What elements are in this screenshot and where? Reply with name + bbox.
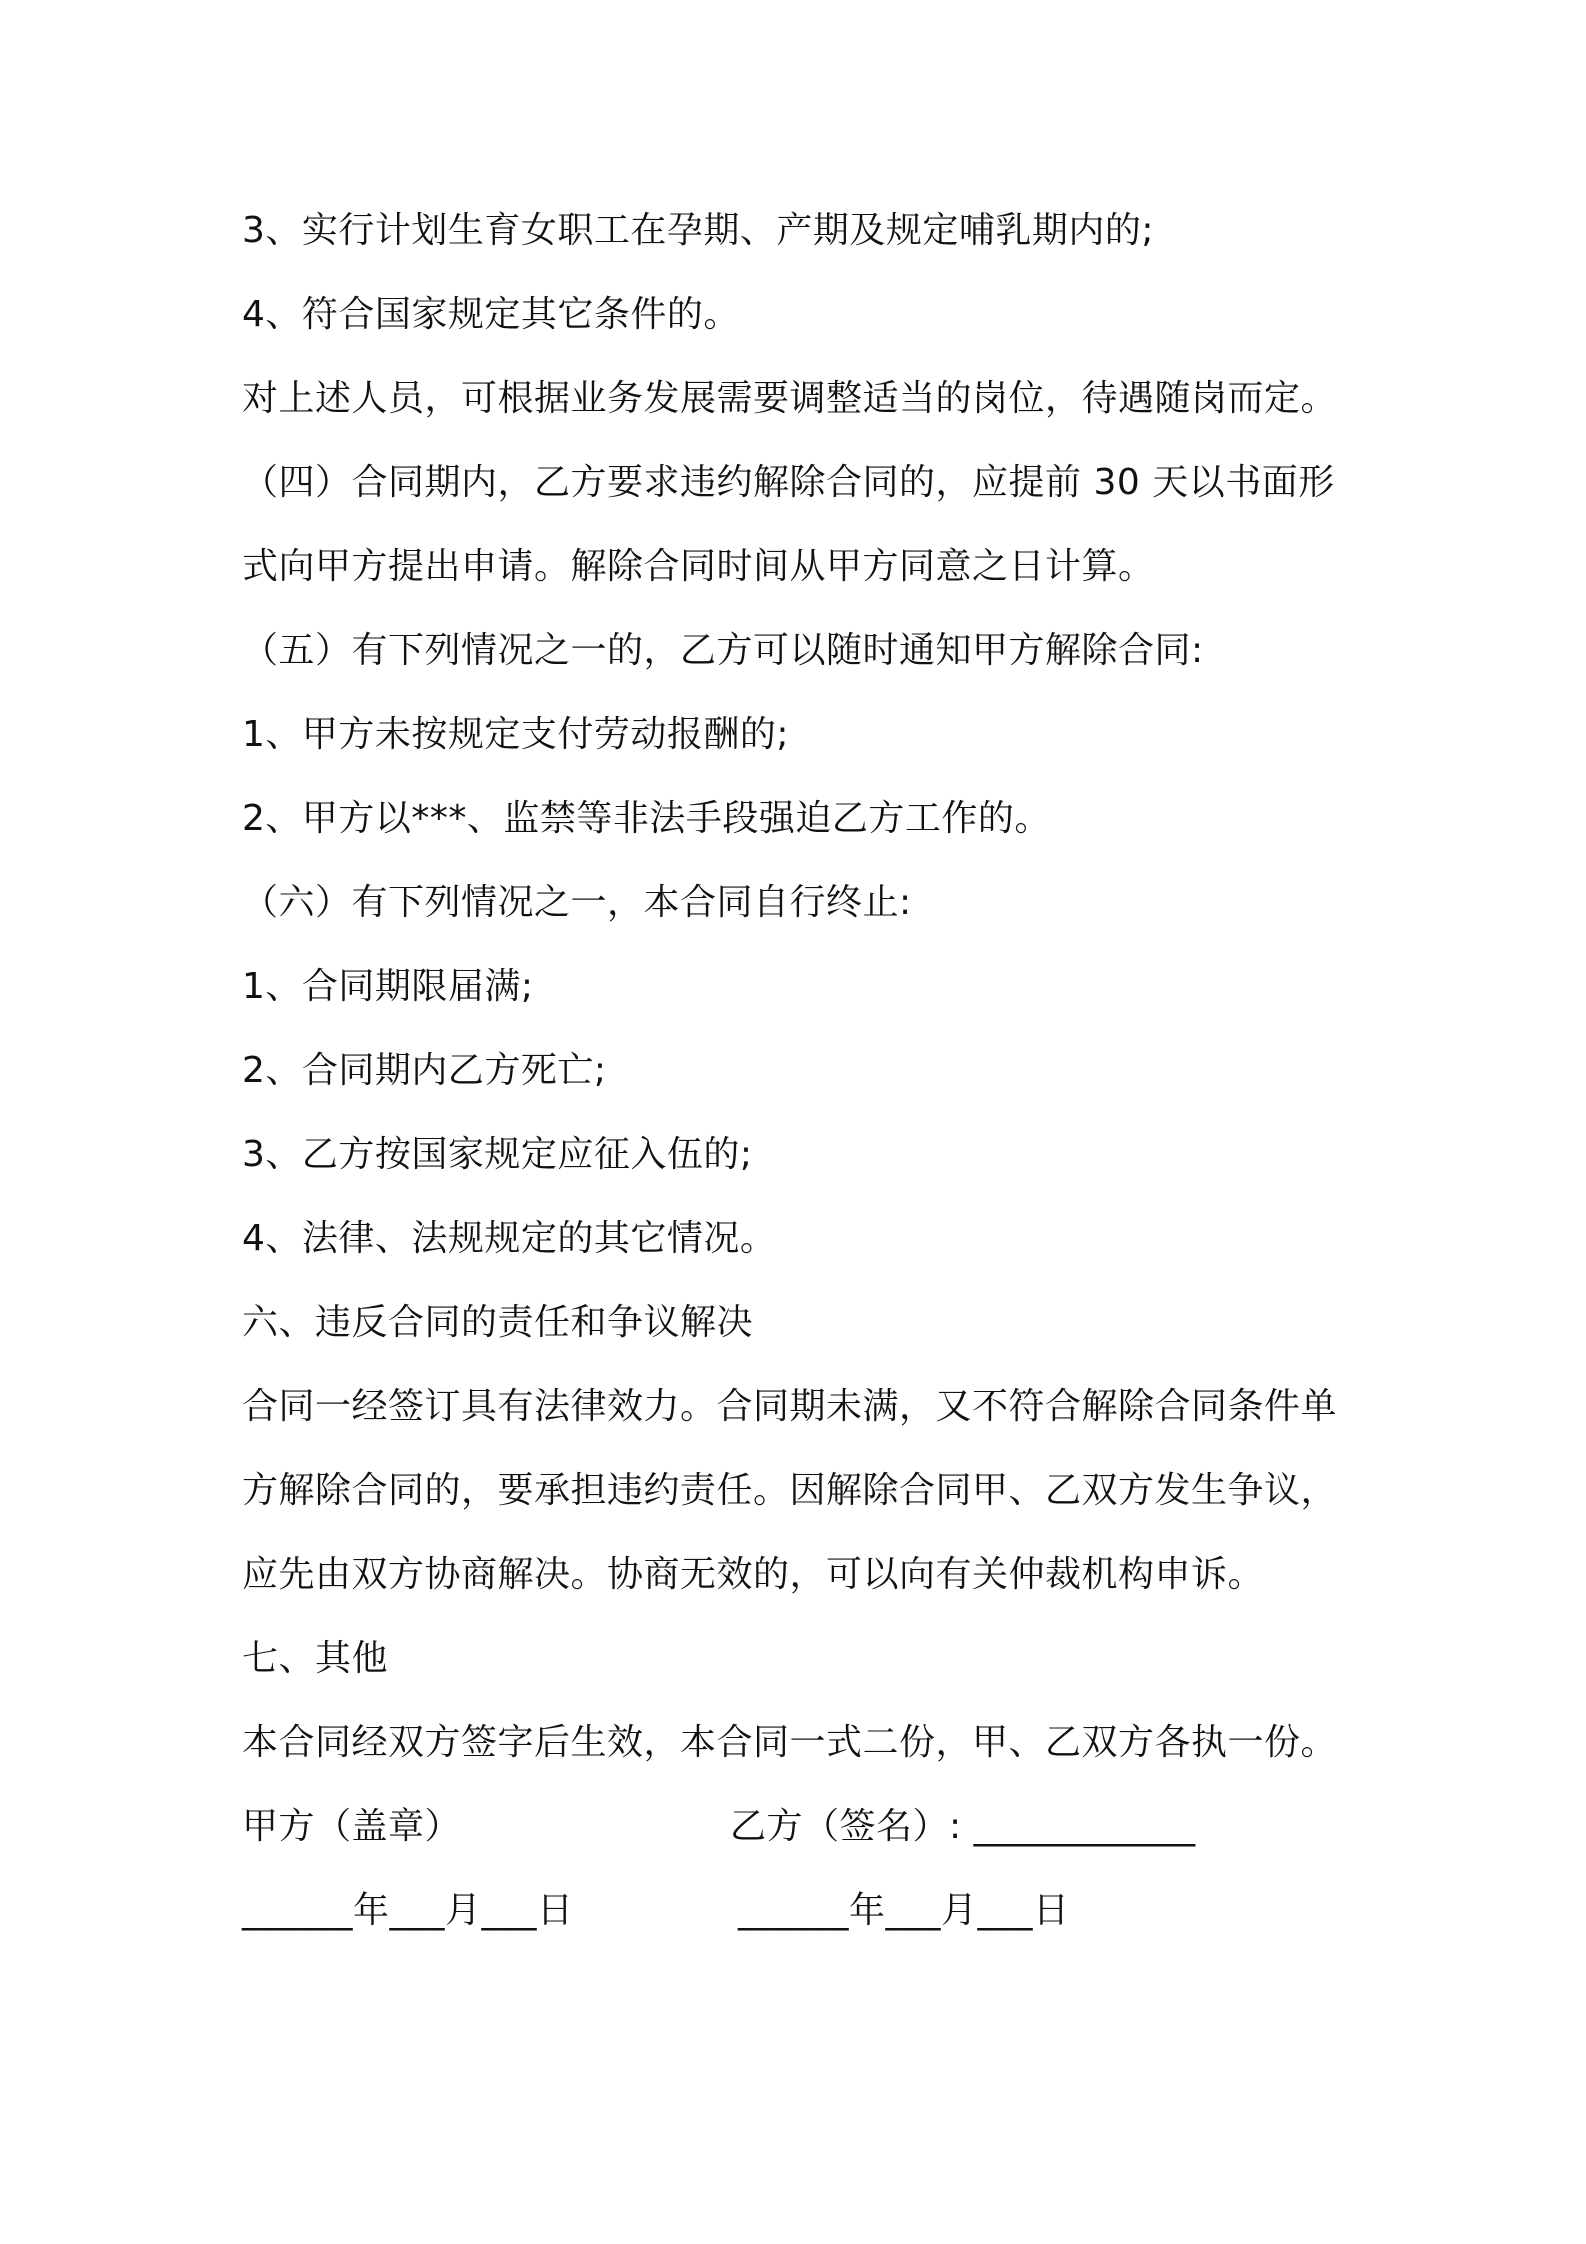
- party-a-date: ______年___月___日: [242, 1890, 574, 1931]
- clause-line: 对上述人员，可根据业务发展需要调整适当的岗位，待遇随岗而定。: [242, 378, 1338, 419]
- party-b-date: ______年___月___日: [738, 1890, 1070, 1931]
- clause-line: 2、合同期内乙方死亡;: [242, 1050, 607, 1091]
- section-heading: 七、其他: [242, 1638, 389, 1679]
- clause-line: 3、乙方按国家规定应征入伍的;: [242, 1134, 753, 1175]
- clause-line: 方解除合同的，要承担违约责任。因解除合同甲、乙双方发生争议，: [242, 1470, 1338, 1511]
- clause-line: （五）有下列情况之一的，乙方可以随时通知甲方解除合同:: [242, 630, 1204, 671]
- clause-line: 2、甲方以***、监禁等非法手段强迫乙方工作的。: [242, 798, 1051, 839]
- clause-line: 应先由双方协商解决。协商无效的，可以向有关仲裁机构申诉。: [242, 1554, 1265, 1595]
- clause-line: 3、实行计划生育女职工在孕期、产期及规定哺乳期内的;: [242, 210, 1155, 251]
- clause-line: 1、合同期限届满;: [242, 966, 534, 1007]
- clause-line: （四）合同期内，乙方要求违约解除合同的，应提前 30 天以书面形: [242, 462, 1335, 503]
- section-heading: 六、违反合同的责任和争议解决: [242, 1302, 754, 1343]
- clause-line: （六）有下列情况之一，本合同自行终止:: [242, 882, 912, 923]
- party-a-seal-label: 甲方（盖章）: [242, 1806, 462, 1847]
- clause-line: 式向甲方提出申请。解除合同时间从甲方同意之日计算。: [242, 546, 1155, 587]
- clause-line: 合同一经签订具有法律效力。合同期未满，又不符合解除合同条件单: [242, 1386, 1338, 1427]
- clause-line: 4、法律、法规规定的其它情况。: [242, 1218, 777, 1259]
- clause-line: 本合同经双方签字后生效，本合同一式二份，甲、乙双方各执一份。: [242, 1722, 1338, 1763]
- clause-line: 1、甲方未按规定支付劳动报酬的;: [242, 714, 790, 755]
- party-b-signature-label: 乙方（签名）: ____________: [730, 1806, 1196, 1847]
- clause-line: 4、符合国家规定其它条件的。: [242, 294, 740, 335]
